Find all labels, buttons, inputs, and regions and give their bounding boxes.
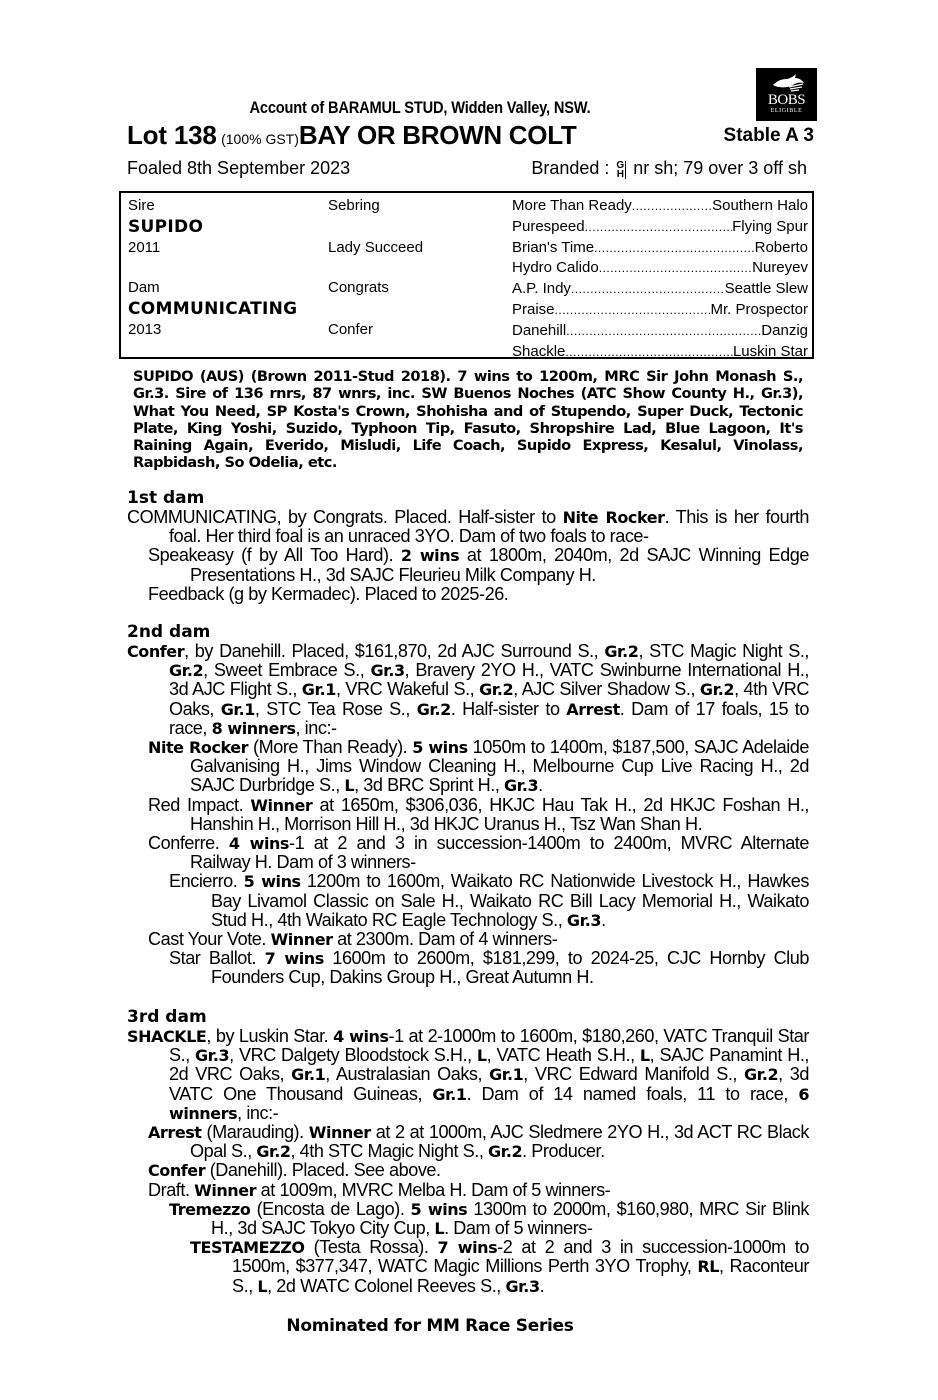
- ancestor-row: Shackle ..... Luskin Star: [512, 342, 808, 363]
- vendor-account: Account of BARAMUL STUD, Widden Valley, NSW.: [249, 98, 591, 117]
- progeny-entry: Confer (Danehill). Placed. See above.: [148, 1160, 441, 1181]
- progeny-entry: Tremezzo (Encosta de Lago). 5 wins 1300m to 2000m, $160,980, MRC Sir Blink H., 3d SAJC Tokyo City Cup, L. Dam of 5 winners-: [169, 1198, 809, 1239]
- dam-paragraph: Confer, by Danehill. Placed, $161,870, 2d AJC Surround S., Gr.2, STC Magic Night S., Gr.2, Sweet Embrace S., Gr.3, Bravery 2YO H., VATC Swinburne International H., 3d AJC Flight S., Gr.1, VRC Wakeful S., Gr.2, AJC Silver Shadow S., Gr.2, 4th VRC Oaks, Gr.1, STC Tea Rose S., Gr.2. Half-sister to Arrest. Dam of 17 foals, 15 to race, 8 winners, inc:-: [127, 641, 809, 738]
- brand-info: [531, 158, 807, 179]
- ancestor-row: Praise ..... Mr. Prospector: [512, 300, 808, 321]
- progeny-entry: Arrest (Marauding). Winner at 2 at 1000m, AJC Sledmere 2YO H., 3d ACT RC Black Opal S., Gr.2, 4th STC Magic Night S., Gr.2. Producer.: [148, 1122, 810, 1162]
- progeny-entry: Nite Rocker (More Than Ready). 5 wins 1050m to 1400m, $187,500, SAJC Adelaide Galvanising H., Jims Window Cleaning H., Melbourne Cup Live Racing H., 2d SAJC Durbridge S., L, 3d BRC Sprint H., Gr.3.: [148, 737, 809, 796]
- pedigree-table: [119, 191, 814, 359]
- progeny-entry: Star Ballot. 7 wins 1600m to 2600m, $181,299, to 2024-25, CJC Hornby Club Founders Cup, Dakins Group H., Great Autumn H.: [169, 948, 809, 988]
- bobs-eligible-logo: [756, 68, 817, 121]
- sire-label: Sire: [128, 197, 155, 214]
- section-heading: 3rd dam: [127, 1007, 207, 1027]
- lot-number: Lot 138: [127, 120, 217, 150]
- progeny-entry: Draft. Winner at 1009m, MVRC Melba H. Dam of 5 winners-: [148, 1179, 611, 1200]
- dam-paragraph: COMMUNICATING, by Congrats. Placed. Half-sister to Nite Rocker. This is her fourth foal. Her third foal is an unraced 3YO. Dam of two foals to race-: [127, 507, 810, 547]
- sire-sire: Sebring: [328, 197, 380, 214]
- pedigree-ancestors-column: [512, 196, 808, 362]
- brand-mark: [616, 161, 626, 179]
- dam-paragraph: SHACKLE, by Luskin Star. 4 wins-1 at 2-1000m to 1600m, $180,260, VATC Tranquil Star S., Gr.3, VRC Dalgety Bloodstock S.H., L, VATC Heath S.H., L, SAJC Panamint H., 2d VRC Oaks, Gr.1, Australasian Oaks, Gr.1, VRC Edward Manifold S., Gr.2, 3d VATC One Thousand Guineas, Gr.1. Dam of 14 named foals, 11 to race, 6 winners, inc:-: [127, 1026, 809, 1123]
- progeny-entry: Feedback (g by Kermadec). Placed to 2025-26.: [148, 583, 509, 604]
- progeny-entry: Encierro. 5 wins 1200m to 1600m, Waikato RC Nationwide Livestock H., Hawkes Bay Livamol Classic on Sale H., Waikato RC Bill Lacy Memorial H., Waikato Stud H., 4th Waikato RC Eagle Technology S., Gr.3.: [169, 871, 809, 930]
- ancestor-row: Hydro Calido ..... Nureyev: [512, 258, 808, 279]
- first-dam-section: [127, 489, 809, 604]
- second-dam-section: [127, 623, 809, 988]
- sire-summary: SUPIDO (AUS) (Brown 2011-Stud 2018). 7 wins to 1200m, MRC Sir John Monash S., Gr.3. Sire of 136 rnrs, 87 wnrs, inc. SW Buenos Noches (ATC Show County H., Gr.3), What You Need, SP Kosta's Crown, Shohisha and of Stupendo, Super Duck, Tectonic Plate, King Yoshi, Suzido, Typhoon Tip, Fasuto, Shropshire Lad, Blue Lagoon, It's Raining Again, Everido, Misludi, Life Coach, Supido Express, Kesalul, Vinolass, Rapbidash, So Odelia, etc.: [133, 368, 803, 472]
- section-heading: 1st dam: [127, 488, 205, 508]
- horse-head-icon: [769, 73, 805, 93]
- pedigree-grandparents-column: [328, 196, 508, 341]
- sire-dam: Lady Succeed: [328, 239, 424, 256]
- ancestor-row: Danehill ..... Danzig: [512, 321, 808, 342]
- brand-mark-top: G: [616, 160, 625, 171]
- third-dam-section: [127, 1008, 809, 1296]
- progeny-entry: Conferre. 4 wins-1 at 2 and 3 in succession-1400m to 2400m, MVRC Alternate Railway H. Dam of 3 winners-: [148, 833, 809, 873]
- foaled-date: Foaled 8th September 2023: [127, 158, 351, 178]
- ancestor-row: More Than Ready ..... Southern Halo: [512, 196, 808, 217]
- dam-dam: Confer: [328, 321, 374, 338]
- dam-name: COMMUNICATING: [128, 299, 298, 319]
- logo-text-bobs: BOBS: [767, 92, 806, 108]
- brand-description: nr sh; 79 over 3 off sh: [633, 158, 807, 178]
- race-series-nomination: Nominated for MM Race Series: [286, 1316, 574, 1336]
- dam-sire: Congrats: [328, 279, 389, 296]
- progeny-entry: Cast Your Vote. Winner at 2300m. Dam of 4 winners-: [148, 929, 558, 950]
- sire-year: 2011: [128, 239, 161, 256]
- lot-description: BAY OR BROWN COLT: [298, 120, 577, 150]
- gst-note: (100% GST): [221, 131, 299, 147]
- sire-name: SUPIDO: [128, 217, 204, 237]
- pedigree-parents-column: [128, 196, 318, 341]
- progeny-entry: Red Impact. Winner at 1650m, $306,036, HKJC Hau Tak H., 2d HKJC Foshan H., Hanshin H., Morrison Hill H., 3d HKJC Uranus H., Tsz Wan Shan H.: [148, 794, 809, 834]
- ancestor-row: Purespeed ..... Flying Spur: [512, 217, 808, 238]
- brand-mark-bottom: H: [616, 169, 624, 180]
- section-heading: 2nd dam: [127, 622, 211, 642]
- dam-year: 2013: [128, 321, 162, 338]
- progeny-entry: TESTAMEZZO (Testa Rossa). 7 wins-2 at 2 and 3 in succession-1000m to 1500m, $377,347, WATC Magic Millions Perth 3YO Trophy, RL, Raconteur S., L, 2d WATC Colonel Reeves S., Gr.3.: [190, 1237, 809, 1296]
- dam-label: Dam: [128, 279, 160, 296]
- ancestor-row: A.P. Indy ..... Seattle Slew: [512, 279, 808, 300]
- branded-label: Branded :: [531, 158, 610, 178]
- ancestor-row: Brian's Time ..... Roberto: [512, 238, 808, 259]
- progeny-entry: Speakeasy (f by All Too Hard). 2 wins at 1800m, 2040m, 2d SAJC Winning Edge Presentations H., 3d SAJC Fleurieu Milk Company H.: [148, 545, 810, 585]
- logo-text-eligible: ELIGIBLE: [770, 108, 803, 114]
- stable-location: Stable A 3: [723, 125, 814, 146]
- lot-title-line: [127, 120, 817, 150]
